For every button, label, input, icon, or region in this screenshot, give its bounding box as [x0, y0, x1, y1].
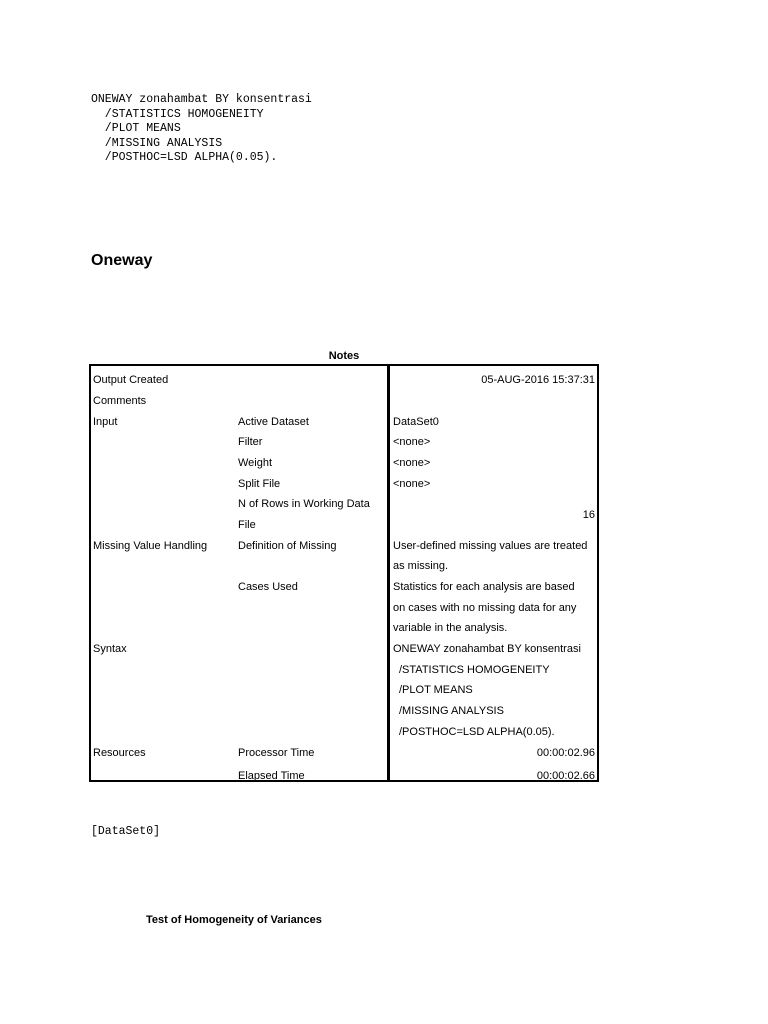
n-rows-value: 16	[582, 509, 595, 521]
comments-label: Comments	[93, 395, 147, 407]
input-label: Input	[93, 416, 118, 428]
dataset-label: [DataSet0]	[91, 825, 161, 838]
output-created-value: 05-AUG-2016 15:37:31	[481, 374, 595, 386]
syntax-block	[91, 93, 312, 166]
n-rows-label-line2: File	[238, 519, 256, 531]
definition-value-line1: User-defined missing values are treated	[393, 540, 588, 552]
syntax-line: /STATISTICS HOMOGENEITY	[91, 107, 264, 121]
syntax-value-line4: /MISSING ANALYSIS	[399, 705, 504, 717]
cases-used-value-line2: on cases with no missing data for any	[393, 602, 577, 614]
weight-label: Weight	[238, 457, 273, 469]
syntax-line: /PLOT MEANS	[91, 122, 181, 136]
processor-time-label: Processor Time	[238, 747, 315, 759]
syntax-line: ONEWAY zonahambat BY konsentrasi	[91, 93, 312, 106]
elapsed-time-value: 00:00:02.66	[536, 770, 595, 782]
cases-used-value-line1: Statistics for each analysis are based	[393, 581, 575, 593]
split-file-label: Split File	[238, 478, 281, 490]
filter-label: Filter	[238, 436, 263, 448]
n-rows-label-line1: N of Rows in Working Data	[238, 498, 370, 510]
notes-table	[89, 364, 599, 782]
syntax-line: /POSTHOC=LSD ALPHA(0.05).	[91, 151, 278, 165]
section-heading: Oneway	[91, 252, 153, 269]
syntax-value-line2: /STATISTICS HOMOGENEITY	[399, 664, 550, 676]
active-dataset-value: DataSet0	[393, 416, 439, 428]
missing-value-handling-label: Missing Value Handling	[93, 540, 208, 552]
weight-value: <none>	[393, 457, 431, 469]
notes-table-title: Notes	[328, 350, 360, 362]
definition-value-line2: as missing.	[393, 560, 449, 572]
syntax-value-line3: /PLOT MEANS	[399, 684, 473, 696]
resources-label: Resources	[93, 747, 146, 759]
filter-value: <none>	[393, 436, 431, 448]
cases-used-value-line3: variable in the analysis.	[393, 622, 508, 634]
split-file-value: <none>	[393, 478, 431, 490]
syntax-label: Syntax	[93, 643, 127, 655]
notes-table-divider	[387, 364, 390, 782]
active-dataset-label: Active Dataset	[238, 416, 309, 428]
syntax-value-line1: ONEWAY zonahambat BY konsentrasi	[393, 643, 581, 655]
syntax-line: /MISSING ANALYSIS	[91, 136, 223, 150]
output-created-label: Output Created	[93, 374, 169, 386]
elapsed-time-label: Elapsed Time	[238, 770, 305, 782]
homogeneity-table-title: Test of Homogeneity of Variances	[146, 914, 322, 926]
processor-time-value: 00:00:02.96	[536, 747, 595, 759]
cases-used-label: Cases Used	[238, 581, 298, 593]
definition-of-missing-label: Definition of Missing	[238, 540, 337, 552]
syntax-value-line5: /POSTHOC=LSD ALPHA(0.05).	[399, 726, 555, 738]
